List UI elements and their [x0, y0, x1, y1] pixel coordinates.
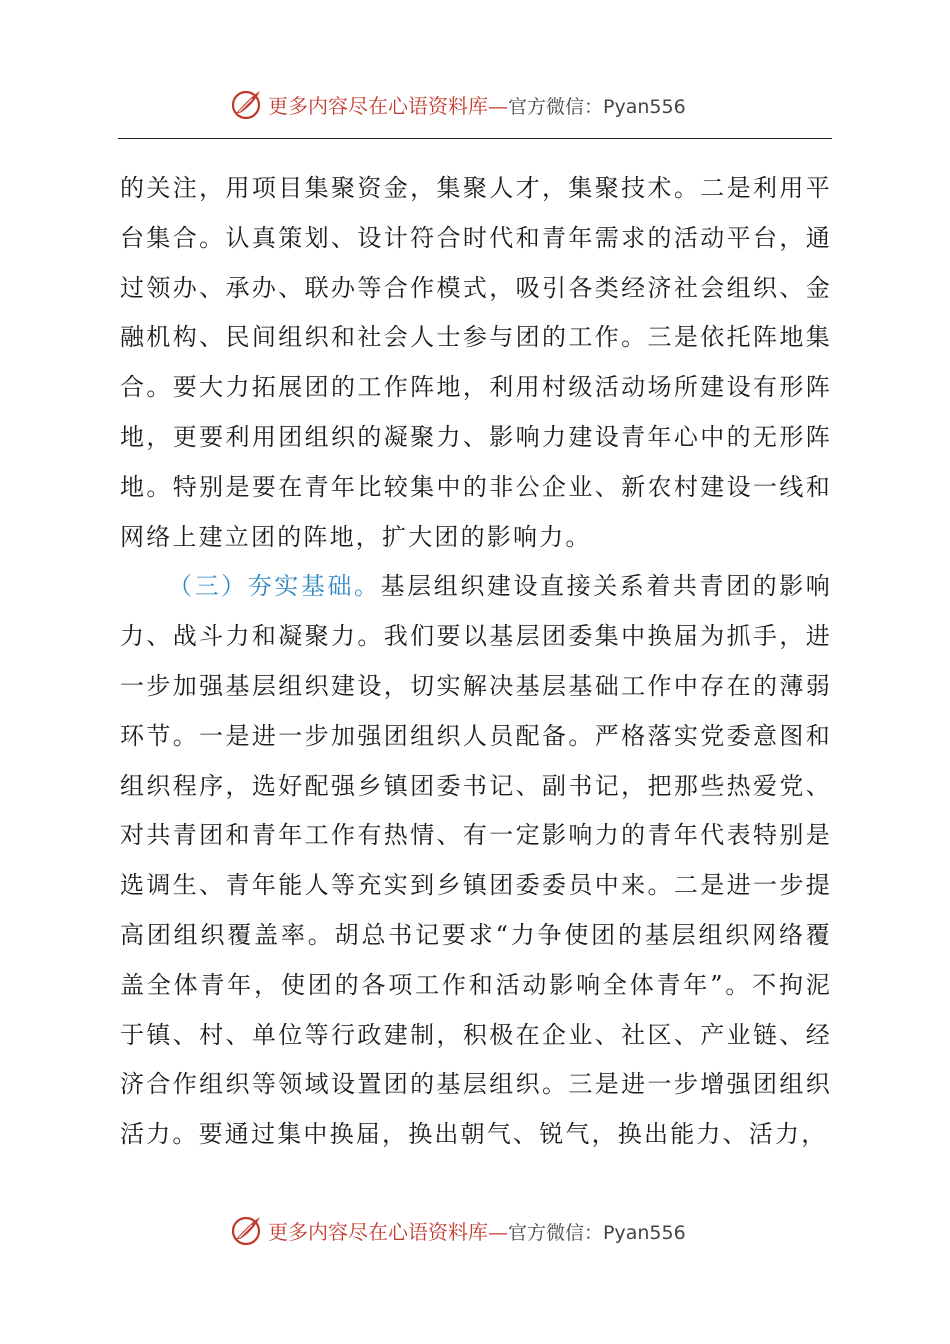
paragraph-text: 基层组织建设直接关系着共青团的影响力、战斗力和凝聚力。我们要以基层团委集中换届为抓手，进一步加强基层组织建设，切实解决基层基础工作中存在的薄弱环节。一是进一步加强团组织人员配备。严格落实党委意图和组织程序，选好配强乡镇团委书记、副书记，把那些热爱党、对共青团和青年工作有热情、有一定影响力的青年代表特别是选调生、青年能人等充实到乡镇团委委员中来。二是进一步提高团组织覆盖率。胡总书记要求“力争使团的基层组织网络覆盖全体青年，使团的各项工作和活动影响全体青年”。不拘泥于镇、村、单位等行政建制，积极在企业、社区、产业链、经济合作组织等领域设置团的基层组织。三是进一步增强团组织活力。要通过集中换届，换出朝气、锐气，换出能力、活力，: [120, 572, 832, 1149]
header-banner: [0, 84, 950, 124]
section-heading: （三）夯实基础。: [168, 572, 381, 601]
footer-banner-text: 更多内容尽在心语资料库—官方微信：Pyan556: [268, 1219, 686, 1244]
quill-logo-icon: [230, 87, 264, 121]
paragraph: 的关注，用项目集聚资金，集聚人才，集聚技术。二是利用平台集合。认真策划、设计符合时代和青年需求的活动平台，通过领办、承办、联办等合作模式，吸引各类经济社会组织、金融机构、民间组织和社会人士参与团的工作。三是依托阵地集合。要大力拓展团的工作阵地，利用村级活动场所建设有形阵地，更要利用团组织的凝聚力、影响力建设青年心中的无形阵地。特别是要在青年比较集中的非公企业、新农村建设一线和网络上建立团的阵地，扩大团的影响力。: [120, 174, 832, 551]
header-banner-text: 更多内容尽在心语资料库—官方微信：Pyan556: [268, 93, 686, 118]
header-divider: [118, 138, 832, 139]
quill-logo-icon: [230, 1213, 264, 1247]
document-body: [120, 164, 832, 1160]
footer-banner: [0, 1210, 950, 1250]
paragraph: [120, 562, 832, 1160]
